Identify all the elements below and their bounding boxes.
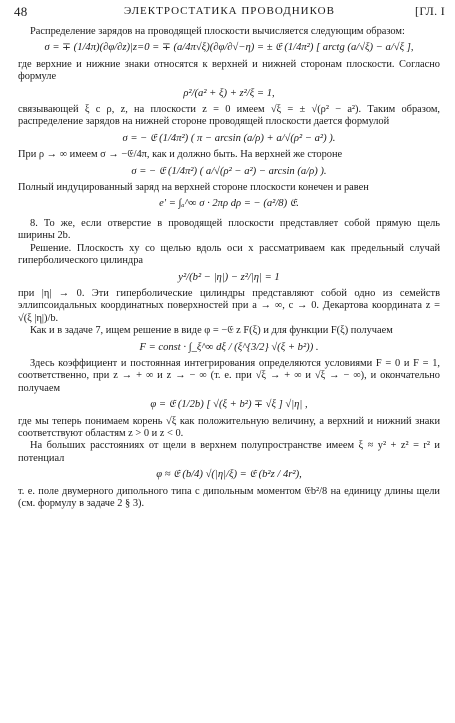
page-body bbox=[18, 26, 440, 510]
running-title: ЭЛЕКТРОСТАТИКА ПРОВОДНИКОВ bbox=[124, 5, 335, 17]
equation: ρ²/(a² + ξ) + z²/ξ = 1, bbox=[183, 87, 275, 99]
problem-statement: 8. То же, если отверстие в проводящей плоскости представляет собой прямую щель ширины 2b. bbox=[18, 217, 440, 242]
paragraph: Как и в задаче 7, ищем решение в виде φ = −𝔈 z F(ξ) и для функции F(ξ) получаем bbox=[30, 325, 393, 337]
paragraph: связывающей ξ с ρ, z, на плоскости z = 0 имеем √ξ = ± √(ρ² − a²). Таким образом, распределение зарядов на нижней стороне проводящей плоскости дается формулой bbox=[18, 104, 440, 128]
equation: F = const · ∫_ξ^∞ dξ / (ξ^{3/2} √(ξ + b²)) . bbox=[139, 341, 319, 353]
equation: y²/(b² − |η|) − z²/|η| = 1 bbox=[178, 271, 280, 283]
paragraph: при |η| → 0. Эти гиперболические цилиндры представляют собой одно из семейств эллипсоидальных координатных поверхностей при a → ∞, c → 0. Декартова координата z = √(ξ |η|)/b. bbox=[18, 287, 440, 324]
equation: φ = 𝔈 (1/2b) [ √(ξ + b²) ∓ √ξ ] √|η| , bbox=[150, 399, 308, 411]
paragraph: При ρ → ∞ имеем σ → −𝔈/4π, как и должно быть. На верхней же стороне bbox=[18, 149, 343, 161]
paragraph: т. е. поле двумерного дипольного типа с дипольным моментом 𝔈b²/8 на единицу длины щели (см. формулу в задаче 2 § 3). bbox=[18, 485, 440, 509]
solution-paragraph: Решение. Плоскость xy со щелью вдоль оси x рассматриваем как предельный случай гиперболического цилиндра bbox=[18, 242, 440, 267]
page-number: 48 bbox=[14, 4, 28, 19]
paragraph: Распределение зарядов на проводящей плоскости вычисляется следующим образом: bbox=[30, 26, 405, 37]
paragraph: где верхние и нижние знаки относятся к верхней и нижней сторонам плоскости. Согласно формуле bbox=[18, 58, 440, 83]
chapter-marker: [ГЛ. I bbox=[415, 4, 445, 18]
paragraph: Полный индуцированный заряд на верхней стороне плоскости конечен и равен bbox=[18, 182, 369, 194]
running-header bbox=[14, 4, 445, 20]
paragraph: На больших расстояниях от щели в верхнем полупространстве имеем ξ ≈ y² + z² = r² и потенциал bbox=[18, 440, 440, 464]
paragraph: где мы теперь понимаем корень √ξ как положительную величину, а верхний и нижний знаки соответствуют областям z > 0 и z < 0. bbox=[18, 415, 440, 439]
equation: σ = ∓ (1/4π)(∂φ/∂z)|z=0 = ∓ (a/4π√ξ)(∂φ/∂√−η) = ± 𝔈 (1/4π²) [ arctg (a/√ξ) − a/√ξ ], bbox=[44, 42, 414, 54]
paragraph: Здесь коэффициент и постоянная интегрирования определяются условиями F = 0 и F = 1, соответственно, при z → + ∞ и z → − ∞ (т. е. при √ξ → + ∞ и √ξ → − ∞), и окончательно получаем bbox=[18, 357, 440, 394]
equation: σ = − 𝔈 (1/4π²) ( π − arcsin (a/ρ) + a/√(ρ² − a²) ). bbox=[122, 132, 336, 144]
equation: σ = − 𝔈 (1/4π²) ( a/√(ρ² − a²) − arcsin (a/ρ) ). bbox=[131, 165, 327, 177]
equation: e′ = ∫ₐ^∞ σ · 2πρ dρ = − (a²/8) 𝔈. bbox=[159, 198, 299, 210]
equation: φ ≈ 𝔈 (b/4) √(|η|/ξ) = 𝔈 (b²z / 4r²), bbox=[156, 469, 302, 481]
